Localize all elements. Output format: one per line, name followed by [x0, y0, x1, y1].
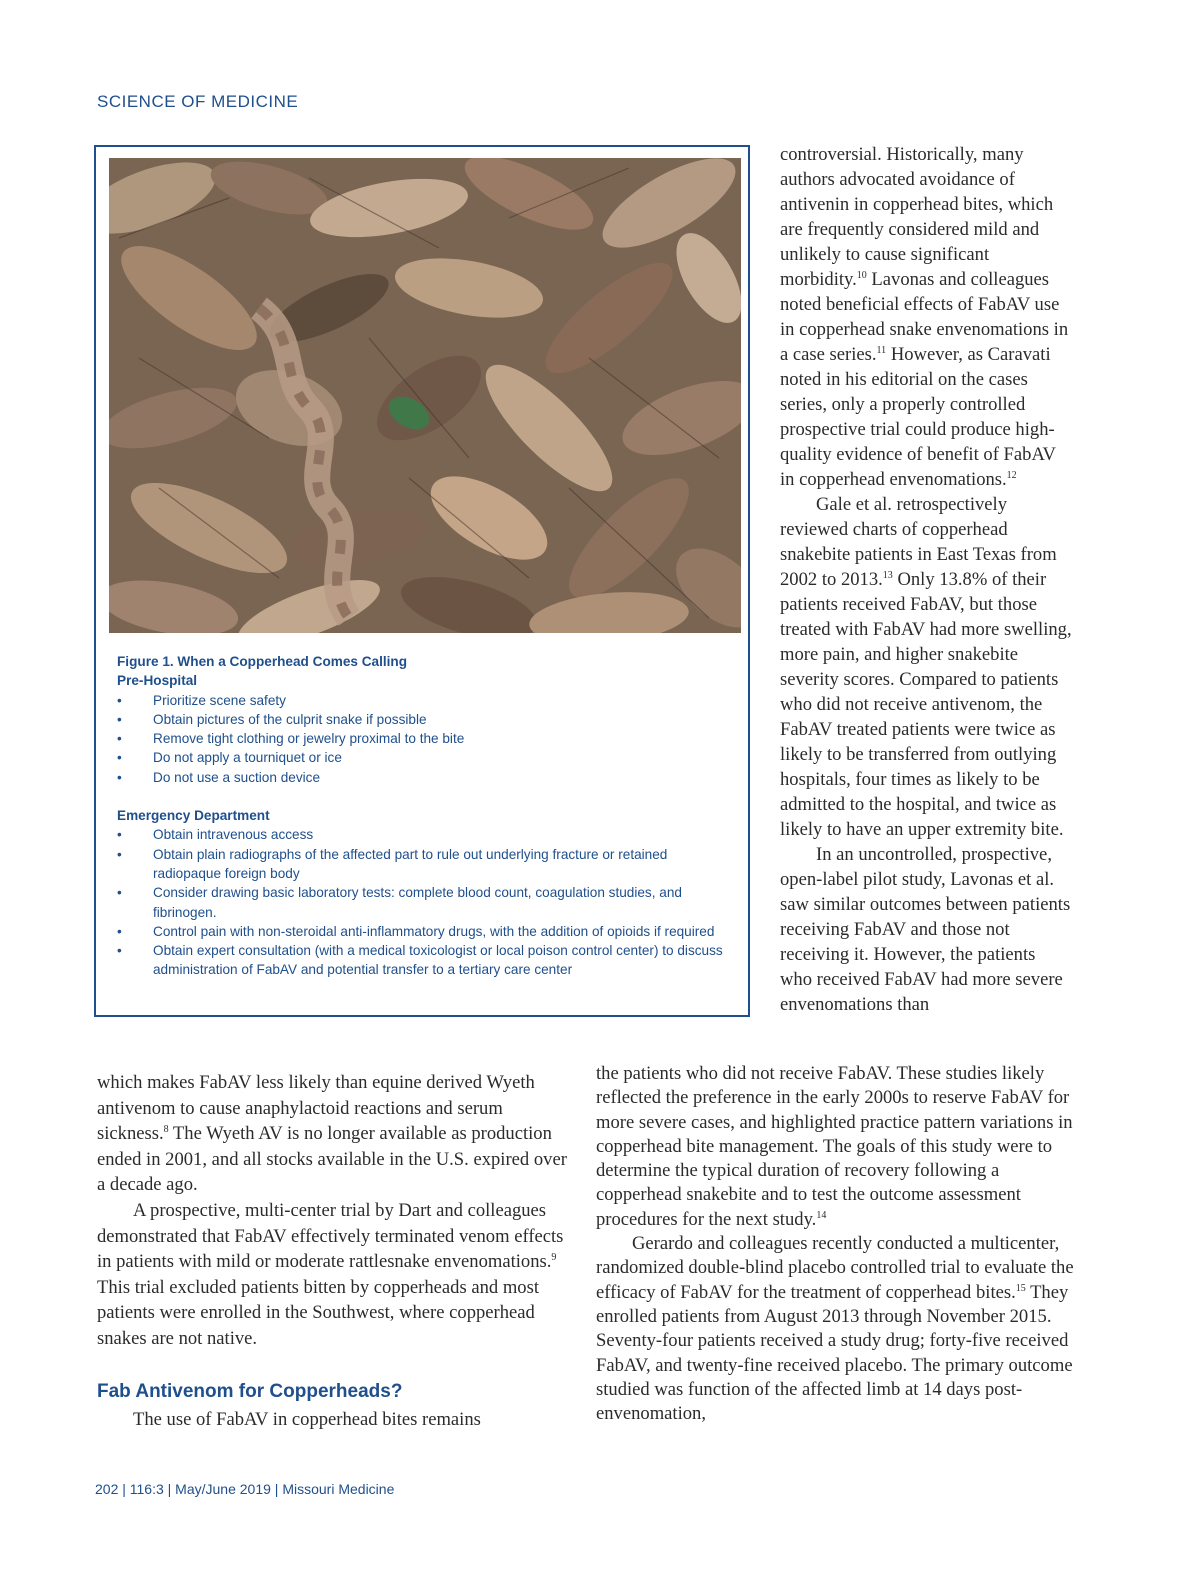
list-item-text: Do not use a suction device: [153, 769, 321, 785]
list-item: [117, 729, 737, 748]
bullet: •: [117, 769, 122, 785]
reference: 14: [816, 1209, 827, 1221]
ed-list: [117, 825, 737, 979]
list-item: [117, 941, 737, 980]
right-column-bottom: [596, 1062, 1074, 1426]
ed-heading: Emergency Department: [117, 808, 270, 824]
reference: 11: [876, 345, 887, 356]
bullet: •: [117, 750, 122, 766]
list-item-text: Obtain plain radiographs of the affected part to rule out underlying fracture or retained radiopaque foreign body: [153, 846, 668, 881]
reference: 10: [856, 270, 867, 281]
bullet: •: [117, 731, 122, 747]
list-item: [117, 768, 737, 787]
paragraph: which makes FabAV less likely than equine derived Wyeth antivenom to cause anaphylactoid reactions and serum sickness.$^8$ The Wyeth AV is no longer available as production ended in 2001, and all stocks available in the U.S. expired over a decade ago.: [97, 1072, 567, 1196]
copperhead-photo: [109, 158, 741, 633]
reference: 13: [882, 570, 893, 581]
figure-title: Figure 1. When a Copperhead Comes Calling: [117, 654, 408, 669]
bullet: •: [117, 692, 122, 708]
reference: 15: [1015, 1282, 1026, 1294]
bullet: •: [117, 827, 122, 843]
bullet: •: [117, 885, 122, 901]
section-heading: Fab Antivenom for Copperheads?: [97, 1380, 403, 1402]
reference: 8: [163, 1124, 169, 1136]
list-item-text: Prioritize scene safety: [153, 692, 286, 708]
reference: 12: [1006, 470, 1017, 481]
page-footer: 202 | 116:3 | May/June 2019 | Missouri Medicine: [95, 1481, 395, 1497]
list-item-text: Obtain expert consultation (with a medical toxicologist or local poison control center) to discuss administration of FabAV and potential transfer to a tertiary care center: [153, 943, 723, 978]
right-column-top: [780, 142, 1072, 1017]
list-item: [117, 845, 737, 884]
paragraph: Gerardo and colleagues recently conducted a multicenter, randomized double-blind placebo controlled trial to evaluate the efficacy of FabAV for the treatment of copperhead bites.$^{15}$ They enrolled patients from August 2013 through November 2015. Seventy-four patients received a study drug; forty-five received FabAV, and twenty-fine received placebo. The primary outcome studied was function of the affected limb at 14 days post-envenomation,: [596, 1233, 1074, 1425]
list-item: [117, 922, 737, 941]
bullet: •: [117, 943, 122, 959]
list-item-text: Obtain pictures of the culprit snake if possible: [153, 711, 427, 727]
reference: 9: [551, 1252, 557, 1264]
paragraph: the patients who did not receive FabAV. These studies likely reflected the preference in the early 2000s to reserve FabAV for more severe cases, and highlighted practice pattern variations in copperhead bite management. The goals of this study were to determine the typical duration of recovery following a copperhead snakebite and to test the outcome assessment procedures for the next study.$^{14}$: [596, 1063, 1073, 1230]
bullet: •: [117, 711, 122, 727]
bullet: •: [117, 846, 122, 862]
paragraph: The use of FabAV in copperhead bites remains: [133, 1409, 481, 1431]
list-item-text: Obtain intravenous access: [153, 827, 314, 843]
list-item: [117, 710, 737, 729]
paragraph: A prospective, multi-center trial by Dart and colleagues demonstrated that FabAV effectively terminated venom effects in patients with mild or moderate rattlesnake envenomations.$^9$ This trial excluded patients bitten by copperheads and most patients were enrolled in the Southwest, where copperhead snakes are not native.: [97, 1199, 564, 1349]
prehospital-list: [117, 691, 737, 787]
paragraph: In an uncontrolled, prospective, open-label pilot study, Lavonas et al. saw similar outcomes between patients receiving FabAV and those not receiving it. However, the patients who received FabAV had more severe envenomations than: [780, 844, 1071, 1015]
list-item: [117, 691, 737, 710]
figure-caption: [117, 652, 737, 980]
section-label: SCIENCE OF MEDICINE: [97, 92, 299, 111]
list-item-text: Remove tight clothing or jewelry proximal to the bite: [153, 731, 465, 747]
list-item-text: Consider drawing basic laboratory tests: complete blood count, coagulation studies, and fibrinogen.: [153, 885, 682, 920]
left-column-bottom: [97, 1070, 567, 1433]
prehospital-heading: Pre-Hospital: [117, 673, 198, 689]
list-item-text: Control pain with non-steroidal anti-inflammatory drugs, with the addition of opioids if required: [153, 923, 715, 939]
paragraph: Gale et al. retrospectively reviewed charts of copperhead snakebite patients in East Texas from 2002 to 2013.13 Only 13.8% of their patients received FabAV, but those treated with FabAV had more swelling, more pain, and higher snakebite severity scores. Compared to patients who did not receive antivenom, the FabAV treated patients were twice as likely to be transferred from outlying hospitals, four times as likely to be admitted to the hospital, and twice as likely to have an upper extremity bite.: [780, 494, 1072, 840]
list-item: [117, 825, 737, 844]
paragraph: controversial. Historically, many authors advocated avoidance of antivenin in copperhead bites, which are frequently considered mild and unlikely to cause significant morbidity.$^{10}$ Lavonas and colleagues noted beneficial effects of FabAV use in copperhead snake envenomations in a case series.$^{11}$ However, as Caravati noted in his editorial on the cases series, only a properly controlled prospective trial could produce high-quality evidence of benefit of FabAV in copperhead envenomations.$^{12}$: [780, 144, 1069, 490]
bullet: •: [117, 923, 122, 939]
leaf-litter-illustration: [109, 158, 741, 633]
list-item-text: Do not apply a tourniquet or ice: [153, 750, 342, 766]
list-item: [117, 748, 737, 767]
list-item: [117, 883, 737, 922]
figure-1: [94, 145, 750, 1017]
